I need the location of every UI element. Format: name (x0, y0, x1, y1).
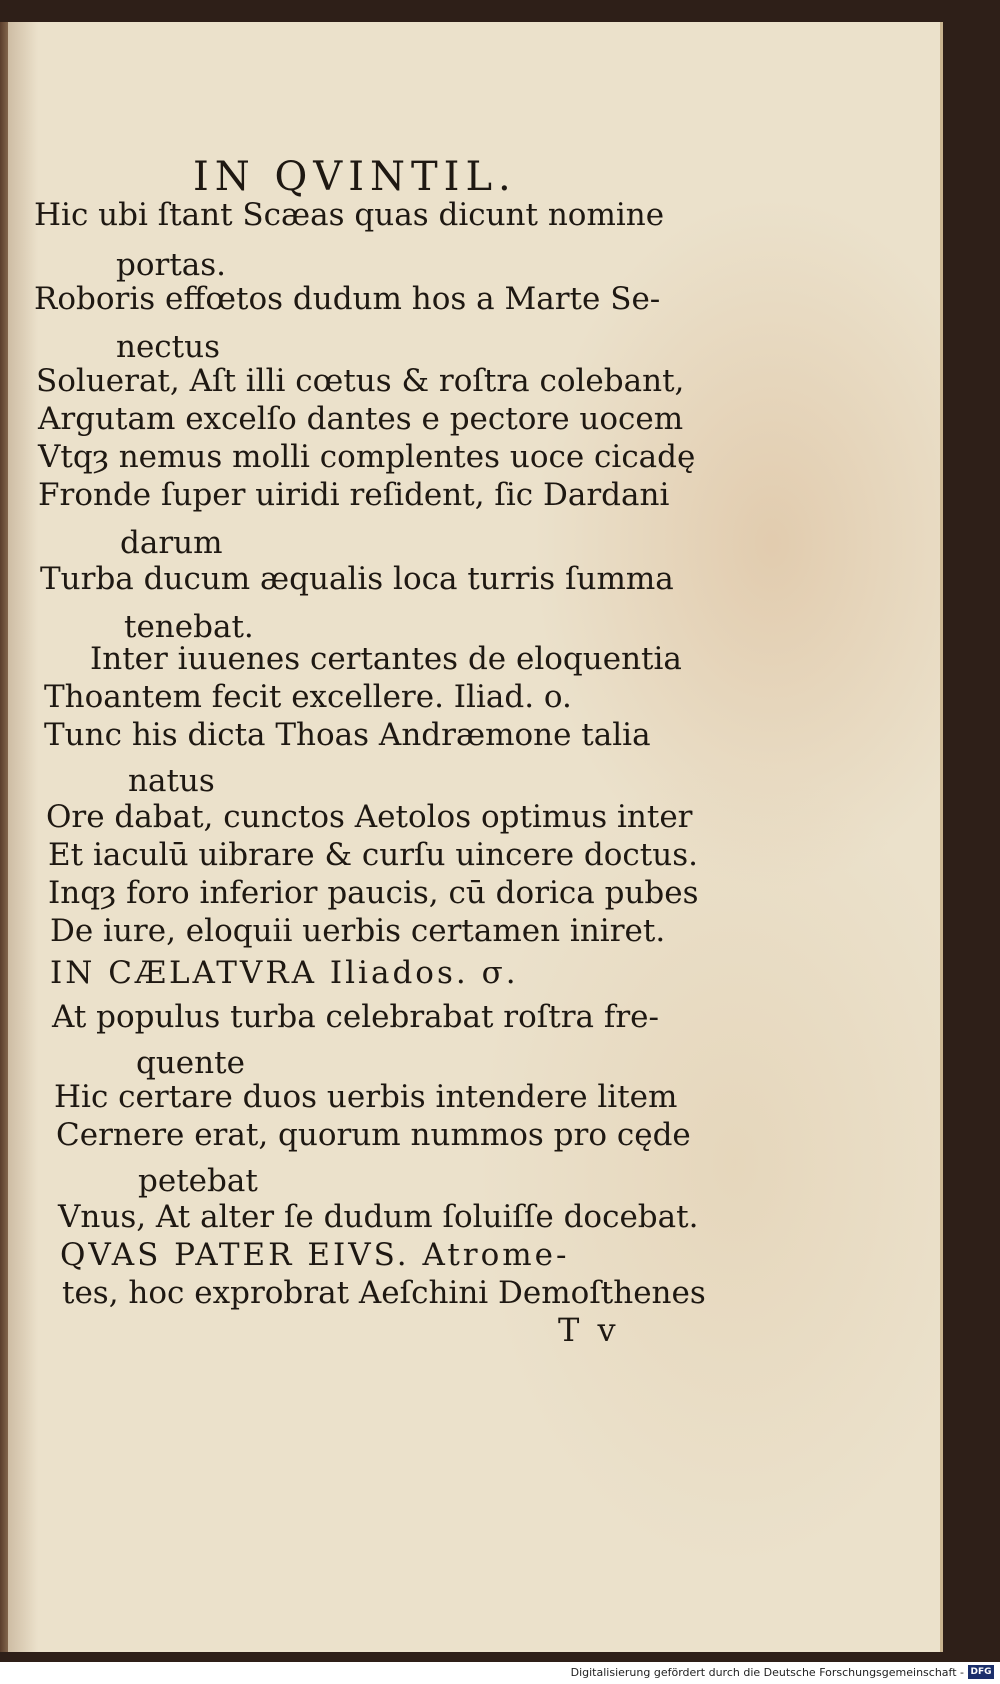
text-line: Cernere erat, quorum nummos pro cęde (56, 1117, 691, 1153)
text-line: tenebat. (124, 609, 254, 645)
catchword: T v (558, 1311, 620, 1349)
text-line: Vtqȝ nemus molli complentes uoce cicadę (38, 439, 696, 475)
text-line: Hic certare duos uerbis intendere litem (54, 1079, 678, 1115)
digitization-footer (0, 1662, 1000, 1684)
text-line: Inqȝ foro inferior paucis, cū dorica pubes (48, 875, 699, 911)
section-heading: QVAS PATER EIVS. Atrome- (60, 1237, 570, 1273)
text-line: natus (128, 763, 215, 799)
text-line: darum (120, 525, 223, 561)
text-line: Fronde ſuper uiridi reſident, ſic Dardani (38, 477, 670, 513)
text-line: tes, hoc exprobrat Aeſchini Demoſthenes (62, 1275, 706, 1311)
text-line: Vnus, At alter ſe dudum ſoluiſſe docebat. (58, 1199, 699, 1235)
text-line: Soluerat, Aſt illi cœtus & roſtra colebant, (36, 363, 685, 399)
text-line: Hic ubi ſtant Scæas quas dicunt nomine (34, 197, 665, 233)
text-line: Argutam excelſo dantes e pectore uocem (38, 401, 684, 437)
text-line: Inter iuuenes certantes de eloquentia (90, 641, 682, 677)
dfg-logo-icon: DFG (968, 1665, 994, 1679)
text-line: De iure, eloquii uerbis certamen iniret. (50, 913, 666, 949)
funding-credit: Digitalisierung gefördert durch die Deutsche Forschungsgemeinschaft - (570, 1666, 964, 1679)
text-line: Roboris effœtos dudum hos a Marte Se- (34, 281, 661, 317)
text-line: portas. (116, 247, 227, 283)
text-line: nectus (116, 329, 221, 365)
text-line: quente (136, 1045, 245, 1081)
text-line: At populus turba celebrabat roſtra fre- (52, 999, 659, 1035)
text-line: Tunc his dicta Thoas Andræmone talia (44, 717, 651, 753)
text-line: Turba ducum æqualis loca turris ſumma (40, 561, 674, 597)
text-line: Thoantem fecit excellere. Iliad. o. (44, 679, 572, 715)
text-line: Ore dabat, cunctos Aetolos optimus inter (46, 799, 693, 835)
book-page (8, 22, 943, 1652)
running-header: IN QVINTIL. (193, 154, 517, 200)
text-line: Et iaculū uibrare & curſu uincere doctus. (48, 837, 698, 873)
text-line: petebat (138, 1163, 258, 1199)
section-heading: IN CÆLATVRA Iliados. σ. (50, 955, 519, 991)
